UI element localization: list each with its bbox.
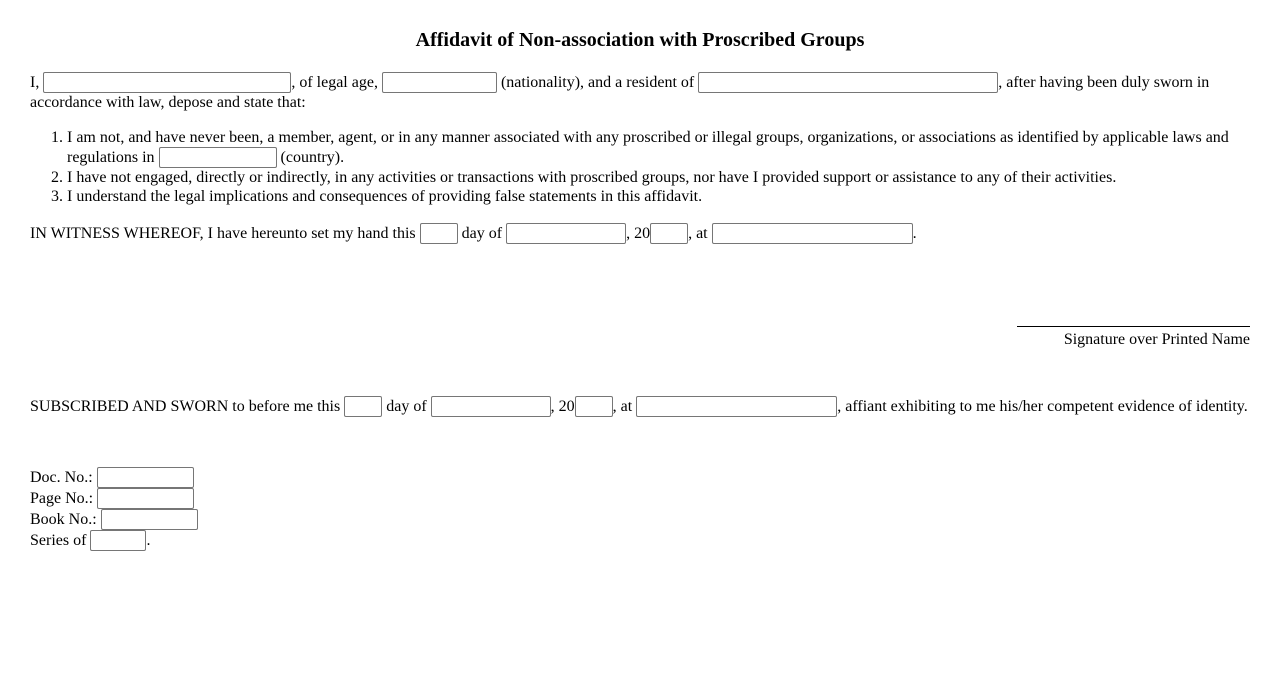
affidavit-document (0, 29, 1278, 561)
doc-no-input[interactable] (97, 467, 194, 488)
document-title: Affidavit of Non-association with Proscribed Groups (415, 29, 865, 51)
series-line (30, 530, 1250, 551)
witness-paragraph (30, 223, 1250, 244)
signature-block (30, 326, 1250, 349)
witness-text-2: day of (461, 225, 503, 242)
intro-text-2: , of legal age, (291, 74, 378, 91)
series-year-input[interactable] (90, 530, 146, 551)
statement-1-text: I am not, and have never been, a member, agent, or in any manner associated with any proscribed or illegal groups, organizations, or associations as identified by applicable laws and regulations in (67, 129, 1229, 166)
witness-month-input[interactable] (506, 223, 626, 244)
intro-text-4: , after having been duly sworn in accordance with law, depose and state that: (30, 74, 1210, 111)
jurat-text-4: , at (612, 398, 633, 415)
doc-no-label: Doc. No.: (30, 469, 93, 486)
witness-place-input[interactable] (712, 223, 913, 244)
page-no-input[interactable] (97, 488, 194, 509)
page-no-line (30, 488, 1250, 509)
statement-item-3 (67, 187, 1250, 206)
jurat-year-input[interactable] (575, 396, 613, 417)
signature-line (1017, 326, 1250, 327)
witness-text-4: , at (688, 225, 708, 242)
intro-text-1: I, (30, 74, 40, 91)
jurat-place-input[interactable] (636, 396, 837, 417)
jurat-month-input[interactable] (431, 396, 551, 417)
witness-year-input[interactable] (650, 223, 688, 244)
doc-no-line (30, 467, 1250, 488)
series-suffix: . (146, 532, 151, 549)
statement-2-text: I have not engaged, directly or indirectly, in any activities or transactions with proscribed groups, nor have I provided support or assistance to any of their activities. (67, 169, 1117, 186)
book-no-label: Book No.: (30, 511, 97, 528)
witness-text-3: , 20 (626, 225, 651, 242)
notarial-details (30, 467, 1250, 551)
statement-item-2 (67, 168, 1250, 187)
jurat-text-5: , affiant exhibiting to me his/her competent evidence of identity. (837, 398, 1248, 415)
statement-item-1 (67, 128, 1250, 168)
jurat-day-input[interactable] (344, 396, 382, 417)
book-no-line (30, 509, 1250, 530)
witness-text-1: IN WITNESS WHEREOF, I have hereunto set my hand this (30, 225, 416, 242)
statements-list (30, 128, 1250, 206)
signature-label: Signature over Printed Name (1063, 331, 1250, 348)
country-input[interactable] (159, 147, 277, 168)
jurat-text-1: SUBSCRIBED AND SWORN to before me this (30, 398, 341, 415)
statement-3-text: I understand the legal implications and consequences of providing false statements in this affidavit. (67, 188, 703, 205)
intro-text-3: (nationality), and a resident of (500, 74, 695, 91)
statement-1-suffix: (country). (280, 149, 345, 166)
jurat-text-2: day of (386, 398, 427, 415)
jurat-text-3: , 20 (550, 398, 575, 415)
witness-day-input[interactable] (420, 223, 458, 244)
jurat-paragraph (30, 396, 1250, 417)
affiant-name-input[interactable] (43, 72, 291, 93)
witness-text-5: . (912, 225, 917, 242)
intro-paragraph (30, 72, 1250, 112)
book-no-input[interactable] (101, 509, 198, 530)
series-label: Series of (30, 532, 87, 549)
residence-input[interactable] (698, 72, 998, 93)
nationality-input[interactable] (382, 72, 497, 93)
page-no-label: Page No.: (30, 490, 94, 507)
